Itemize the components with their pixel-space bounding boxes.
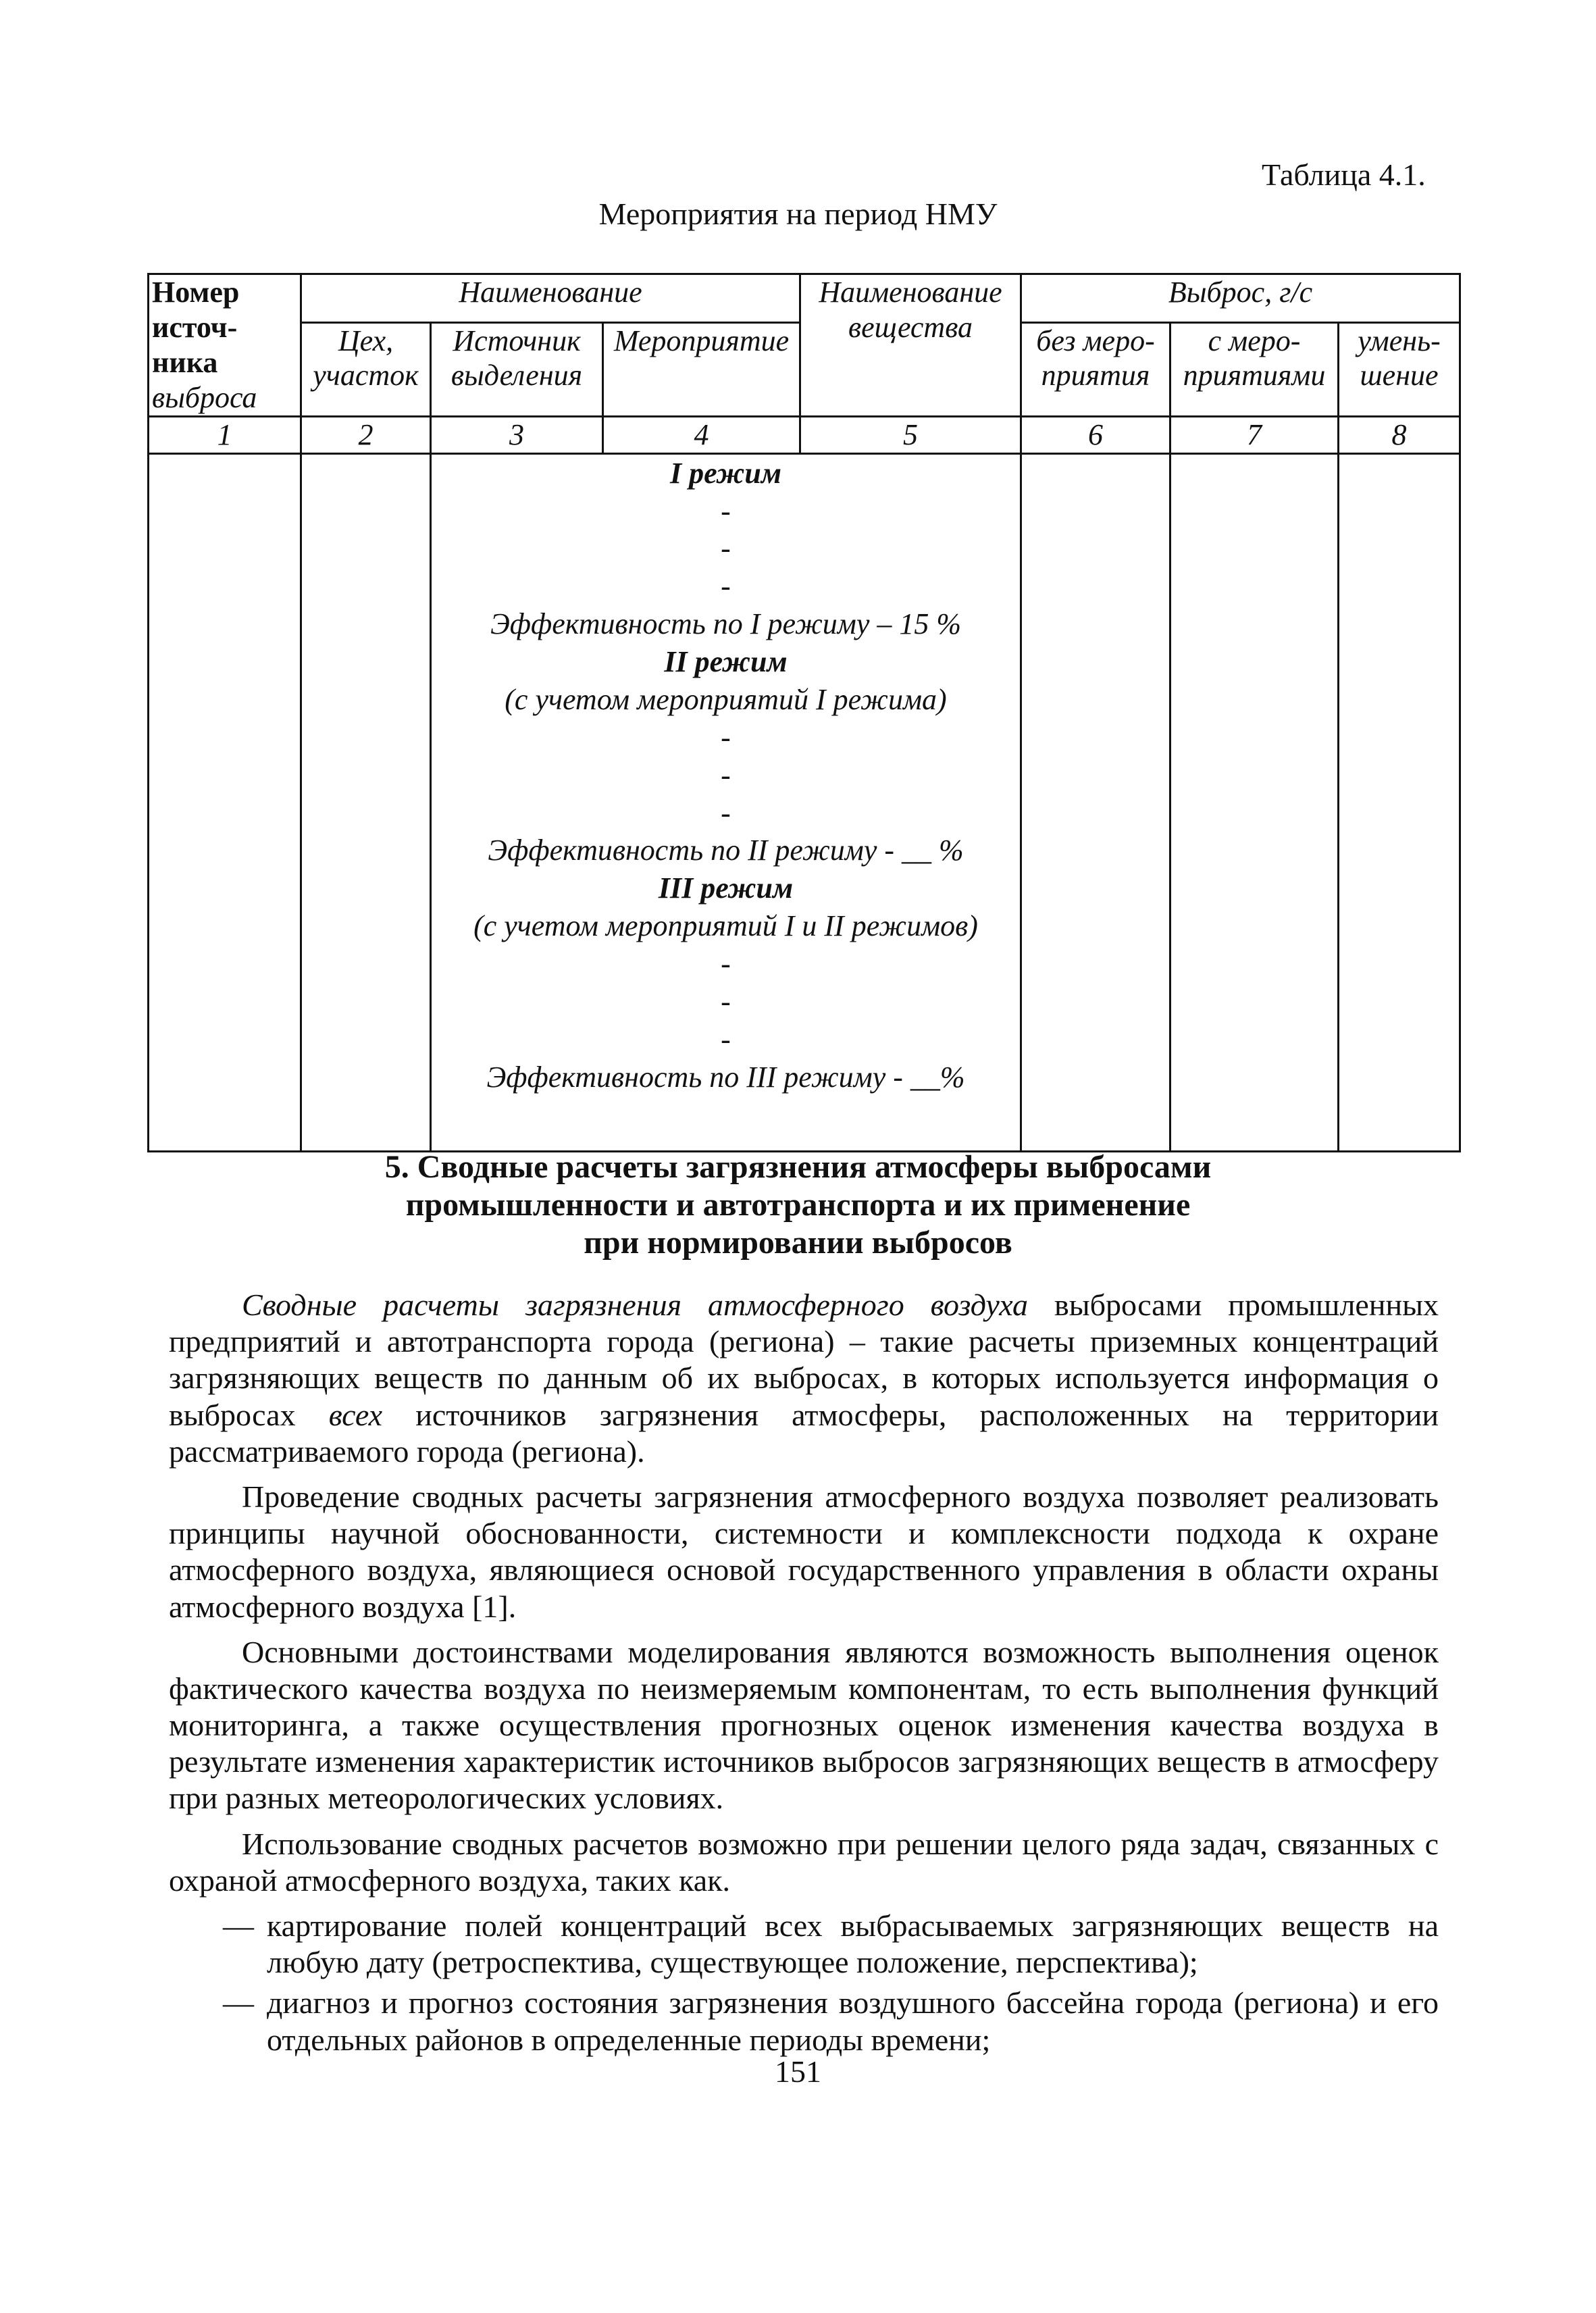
col-number: 6	[1021, 416, 1170, 453]
table-label: Таблица 4.1.	[1262, 157, 1426, 192]
header-shop: Цех, участок	[301, 322, 431, 416]
page-number: 151	[775, 2054, 821, 2089]
header-with-measures: с меро- приятиями	[1170, 322, 1339, 416]
header-emission: Выброс, г/с	[1021, 274, 1460, 323]
empty-cell	[1021, 453, 1170, 1151]
body-text	[169, 1287, 1439, 2062]
col-number: 8	[1339, 416, 1460, 453]
list-item: — диагноз и прогноз состояния загрязнения воздушного бассейна города (региона) и его отдельных районов в определенные периоды времени;	[223, 1985, 1439, 2057]
paragraph: Использование сводных расчетов возможно при решении целого ряда задач, связанных с охраной атмосферного воздуха, таких как.	[169, 1826, 1439, 1898]
header-measure: Мероприятие	[603, 322, 800, 416]
table-title: Мероприятия на период НМУ	[598, 197, 998, 231]
header-substance: Наименование вещества	[800, 274, 1021, 417]
paragraph: Проведение сводных расчеты загрязнения атмосферного воздуха позволяет реализовать принципы научной обоснованности, системности и комплексности подхода к охране атмосферного воздуха, являющиеся основой государственного управления в области охраны атмосферного воздуха [1].	[169, 1479, 1439, 1624]
empty-cell	[301, 453, 431, 1151]
bullet-list	[169, 1908, 1439, 2058]
table-body-row	[149, 453, 1460, 1151]
paragraph: Основными достоинствами моделирования являются возможность выполнения оценок фактического качества воздуха по неизмеряемым компонентам, то есть выполнения функций мониторинга, а также осуществления прогнозных оценок изменения качества воздуха в результате изменения характеристик источников выбросов загрязняющих веществ в атмосферу при разных метеорологических условиях.	[169, 1634, 1439, 1816]
list-item: — картирование полей концентраций всех выбрасываемых загрязняющих веществ на любую дату (ретроспектива, существующее положение, перспектива);	[223, 1908, 1439, 1980]
header-name: Наименование	[301, 274, 800, 323]
modes-cell: I режим - - - Эффективность по I режиму – 15 % II режим (с учетом мероприятий I режима) - - - Эффективность по II режиму - __ % III режим (с учетом мероприятий I и II режимов) - - - Эффективность по III режиму - __%	[431, 453, 1021, 1151]
col-number: 4	[603, 416, 800, 453]
paragraph: Сводные расчеты загрязнения атмосферного воздуха выбросами промышленных предприятий и автотранспорта города (региона) – такие расчеты приземных концентраций загрязняющих веществ по данным об их выбросах, в которых используется информация о выбросах всех источников загрязнения атмосферы, расположенных на территории рассматриваемого города (региона).	[169, 1288, 1439, 1469]
col-number: 1	[149, 416, 301, 453]
header-source: Источник выделения	[431, 322, 603, 416]
measures-table	[147, 273, 1461, 1152]
header-source-number: Номер источ- ника выброса	[149, 274, 301, 417]
section-heading: 5. Сводные расчеты загрязнения атмосферы выбросами промышленности и автотранспорта и их применение при нормировании выбросов	[384, 1149, 1212, 1261]
empty-cell	[1339, 453, 1460, 1151]
empty-cell	[149, 453, 301, 1151]
header-without-measures: без меро- приятия	[1021, 322, 1170, 416]
col-number: 3	[431, 416, 603, 453]
empty-cell	[1170, 453, 1339, 1151]
header-reduction: умень- шение	[1339, 322, 1460, 416]
column-numbers-row	[149, 416, 1460, 453]
col-number: 7	[1170, 416, 1339, 453]
col-number: 2	[301, 416, 431, 453]
col-number: 5	[800, 416, 1021, 453]
